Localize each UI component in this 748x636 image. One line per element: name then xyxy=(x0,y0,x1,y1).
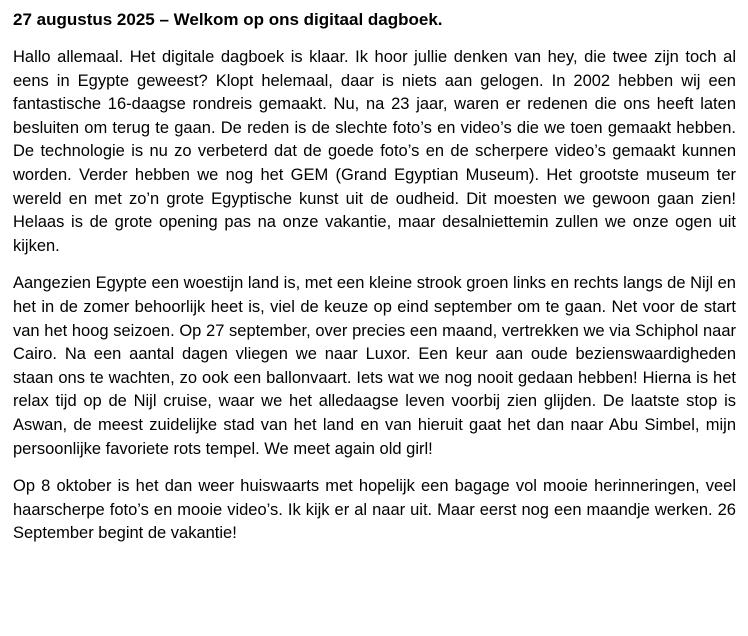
paragraph-return: Op 8 oktober is het dan weer huiswaarts met hopelijk een bagage vol mooie herinneringen, veel haarscherpe foto’s en mooie video’s. Ik kijk er al naar uit. Maar eerst nog een maandje werken. 26 September begint de vakantie! xyxy=(13,477,736,543)
paragraph-intro: Hallo allemaal. Het digitale dagboek is klaar. Ik hoor jullie denken van hey, die twee zijn toch al eens in Egypte geweest? Klopt helemaal, daar is niets aan gelogen. In 2002 hebben wij een fantastische 16-daagse rondreis gemaakt. Nu, na 23 jaar, waren er redenen die ons heeft laten besluiten om terug te gaan. De reden is de slechte foto’s en video’s die we toen gemaakt hebben. De technologie is nu zo verbeterd dat de goede foto’s en de scherpere video’s gemaakt kunnen worden. Verder hebben we nog het GEM (Grand Egyptian Museum). Het grootste museum ter wereld en met zo’n grote Egyptische kunst uit de oudheid. Dit moesten we gewoon gaan zien! Helaas is de grote opening pas na onze vakantie, maar desalniettemin zullen we onze ogen uit kijken. xyxy=(13,48,736,255)
paragraph-itinerary: Aangezien Egypte een woestijn land is, met een kleine strook groen links en rechts langs de Nijl en het in de zomer behoorlijk heet is, viel de keuze op eind september om te gaan. Net voor de start van het hoog seizoen. Op 27 september, over precies een maand, vertrekken we via Schiphol naar Cairo. Na een aantal dagen vliegen we naar Luxor. Een keur aan oude bezienswaardigheden staan ons te wachten, zo ook een ballonvaart. Iets wat we nog nooit gedaan hebben! Hierna is het relax tijd op de Nijl cruise, waar we het alledaagse leven voorbij zien glijden. De laatste stop is Aswan, de meest zuidelijke stad van het land en van hieruit gaat het dan naar Abu Simbel, mijn persoonlijke favoriete rots tempel. We meet again old girl! xyxy=(13,274,736,458)
entry-title: 27 augustus 2025 – Welkom op ons digitaal dagboek. xyxy=(13,10,443,29)
